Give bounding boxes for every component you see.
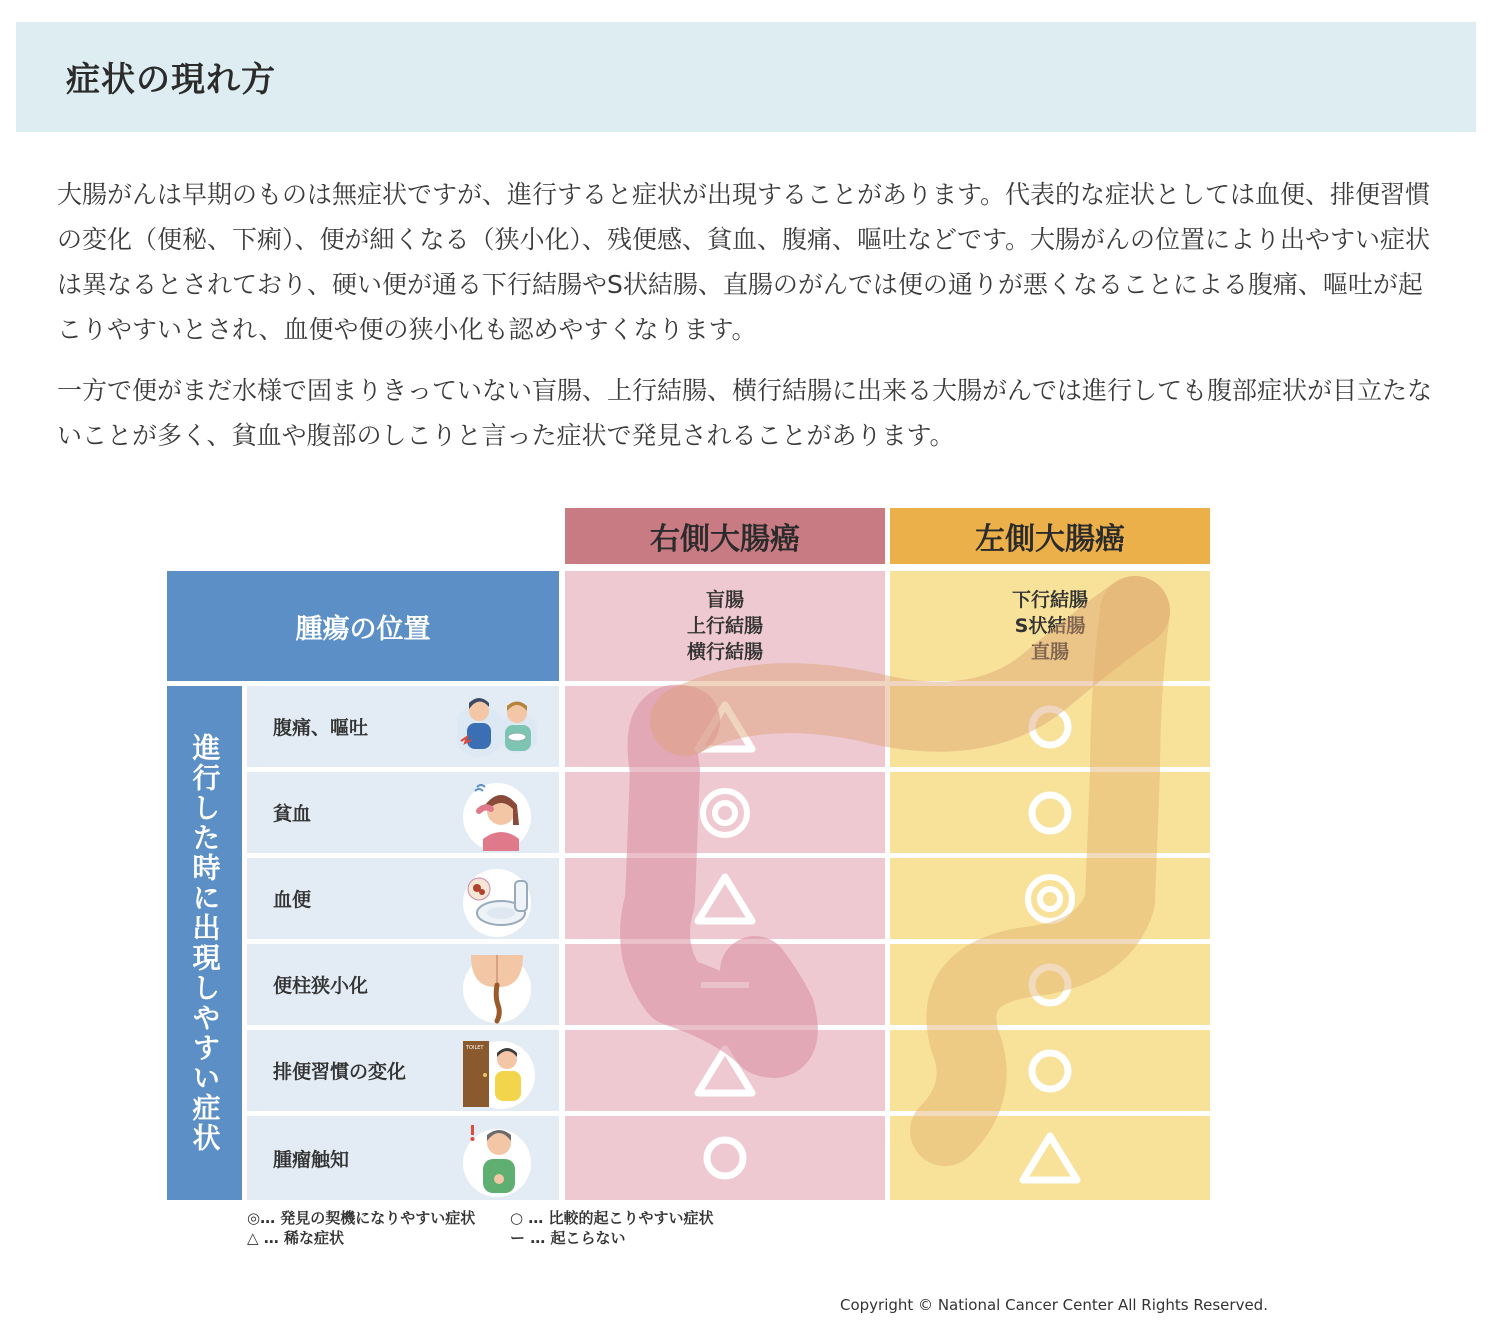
location-descending-colon: 下行結腸 xyxy=(1011,589,1088,611)
symptom-name: 腹痛、嘔吐 xyxy=(273,717,369,739)
page-title: 症状の現れ方 xyxy=(66,60,276,100)
symptom-name: 貧血 xyxy=(273,803,312,825)
location-rectum: 直腸 xyxy=(1030,641,1069,663)
right-colon-header xyxy=(565,508,885,564)
left-colon-header xyxy=(890,508,1210,564)
location-cecum: 盲腸 xyxy=(705,589,744,611)
symptom-row-label xyxy=(247,686,559,767)
colon-silhouette-illustration xyxy=(565,571,1210,1200)
palpation-illustration xyxy=(457,1119,537,1199)
symptom-row-label xyxy=(247,1116,559,1200)
toilet-sign: TOILET xyxy=(466,1045,484,1051)
symptoms-group-label: 進行した時に出現しやすい症状 xyxy=(167,686,242,1200)
location-label: 腫瘍の位置 xyxy=(167,571,559,681)
paragraph-2: 一方で便がまだ水様で固まりきっていない盲腸、上行結腸、横行結腸に出来る大腸がんでは進行しても腹部症状が目立たないことが多く、貧血や腹部のしこりと言った症状で発見されることがあります。 xyxy=(57,376,1433,450)
legend-dash: ー … 起こらない xyxy=(510,1229,626,1247)
toilet-door-illustration xyxy=(457,1033,537,1113)
symptom-row-label xyxy=(247,858,559,939)
stomach-pain-illustration xyxy=(457,689,537,769)
symptom-row-label xyxy=(247,944,559,1025)
right-colon-header-label: 右側大腸癌 xyxy=(650,522,800,557)
symptom-name: 排便習慣の変化 xyxy=(273,1061,407,1083)
copyright-notice: Copyright © National Cancer Center All Rights Reserved. xyxy=(840,1296,1268,1314)
anemia-illustration xyxy=(457,775,537,855)
location-sigmoid-colon: S状結腸 xyxy=(1014,615,1086,637)
legend-circle: ○ … 比較的起こりやすい症状 xyxy=(510,1209,714,1227)
symptom-name: 腫瘤触知 xyxy=(273,1148,350,1171)
symptom-name: 便柱狭小化 xyxy=(273,975,369,997)
toilet-illustration xyxy=(457,861,537,941)
legend-triangle: △ … 稀な症状 xyxy=(247,1229,344,1247)
location-ascending-colon: 上行結腸 xyxy=(686,615,763,637)
legend-double-circle: ◎… 発見の契機になりやすい症状 xyxy=(247,1209,476,1227)
location-transverse-colon: 横行結腸 xyxy=(686,641,763,663)
section-header xyxy=(16,22,1476,132)
symptom-row-label xyxy=(247,1030,559,1111)
symptom-row-label xyxy=(247,772,559,853)
left-colon-header-label: 左側大腸癌 xyxy=(975,522,1125,557)
symptom-name: 血便 xyxy=(273,889,312,911)
narrow-stool-illustration xyxy=(457,947,537,1027)
paragraph-1: 大腸がんは早期のものは無症状ですが、進行すると症状が出現することがあります。代表的な症状としては血便、排便習慣の変化（便秘、下痢）、便が細くなる（狭小化）、残便感、貧血、腹痛、嘔吐などです。大腸がんの位置により出やすい症状は異なるとされており、硬い便が通る下行結腸やS状結腸、直腸のがんでは便の通りが悪くなることによる腹痛、嘔吐が起こりやすいとされ、血便や便の狭小化も認めやすくなります。 xyxy=(57,180,1431,344)
